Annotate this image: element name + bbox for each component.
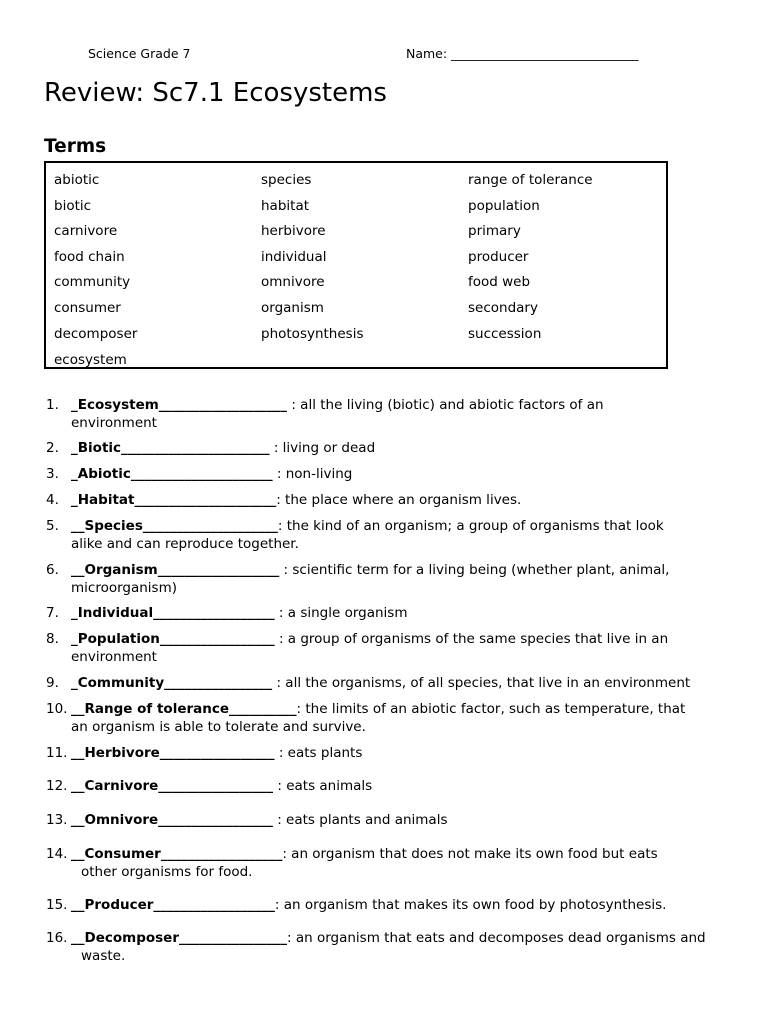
term: biotic xyxy=(54,198,92,214)
list-item xyxy=(46,674,736,692)
item-definition: : scientific term for a living being (whether plant, animal, xyxy=(279,562,670,578)
list-item xyxy=(46,439,736,457)
course-label: Science Grade 7 xyxy=(88,46,191,61)
term: species xyxy=(261,172,312,188)
item-number: 4. xyxy=(46,492,59,508)
item-definition-cont: microorganism) xyxy=(71,580,178,596)
item-definition: : eats animals xyxy=(273,778,373,794)
item-answer: __Organism__________________ xyxy=(71,562,280,578)
item-answer: __Producer__________________ xyxy=(71,897,275,913)
item-definition: : non-living xyxy=(272,466,353,482)
item-number: 8. xyxy=(46,631,59,647)
item-definition-cont: environment xyxy=(71,415,157,431)
term: community xyxy=(54,274,131,290)
item-number: 10. xyxy=(46,701,68,717)
list-item xyxy=(46,845,736,881)
item-number: 2. xyxy=(46,440,59,456)
list-item xyxy=(46,396,736,432)
term: herbivore xyxy=(261,223,326,239)
term: food web xyxy=(468,274,531,290)
page-title: Review: Sc7.1 Ecosystems xyxy=(44,78,387,108)
terms-heading: Terms xyxy=(44,136,107,157)
item-number: 5. xyxy=(46,518,59,534)
item-answer: _Population_________________ xyxy=(71,631,275,647)
item-number: 15. xyxy=(46,897,68,913)
item-number: 9. xyxy=(46,675,59,691)
item-answer: _Community________________ xyxy=(71,675,273,691)
term: ecosystem xyxy=(54,352,127,368)
term: carnivore xyxy=(54,223,118,239)
item-number: 1. xyxy=(46,397,59,413)
list-item xyxy=(46,700,736,736)
item-definition-cont: alike and can reproduce together. xyxy=(71,536,299,552)
term: organism xyxy=(261,300,324,316)
term: range of tolerance xyxy=(468,172,593,188)
list-item xyxy=(46,604,736,622)
item-number: 3. xyxy=(46,466,59,482)
item-definition: : the limits of an abiotic factor, such as temperature, that xyxy=(296,701,686,717)
terms-box xyxy=(44,161,668,369)
item-answer: __Omnivore_________________ xyxy=(71,812,273,828)
list-item xyxy=(46,630,736,666)
item-definition: : the kind of an organism; a group of organisms that look xyxy=(277,518,664,534)
item-number: 16. xyxy=(46,930,68,946)
list-item xyxy=(46,811,736,829)
item-answer: __Species____________________ xyxy=(71,518,278,534)
item-number: 11. xyxy=(46,745,68,761)
term: population xyxy=(468,198,540,214)
term: producer xyxy=(468,249,529,265)
list-item xyxy=(46,491,736,509)
item-number: 13. xyxy=(46,812,68,828)
item-answer: __Decomposer________________ xyxy=(71,930,287,946)
list-item xyxy=(46,465,736,483)
item-definition-cont: environment xyxy=(71,649,157,665)
term: abiotic xyxy=(54,172,100,188)
item-answer: _Individual__________________ xyxy=(71,605,275,621)
list-item xyxy=(46,517,736,553)
item-number: 12. xyxy=(46,778,68,794)
term: omnivore xyxy=(261,274,325,290)
item-definition: : a group of organisms of the same species that live in an xyxy=(274,631,669,647)
item-answer: __Carnivore_________________ xyxy=(71,778,274,794)
list-item xyxy=(46,896,736,914)
item-number: 6. xyxy=(46,562,59,578)
term: habitat xyxy=(261,198,310,214)
item-definition: : all the living (biotic) and abiotic factors of an xyxy=(287,397,604,413)
item-answer: __Consumer__________________ xyxy=(71,846,283,862)
list-item xyxy=(46,561,736,597)
term: succession xyxy=(468,326,542,342)
term: photosynthesis xyxy=(261,326,364,342)
term: food chain xyxy=(54,249,125,265)
item-definition: : eats plants and animals xyxy=(272,812,448,828)
item-number: 7. xyxy=(46,605,59,621)
item-definition-cont: an organism is able to tolerate and survive. xyxy=(71,719,366,735)
item-answer: _Habitat_____________________ xyxy=(71,492,277,508)
item-definition: : an organism that makes its own food by photosynthesis. xyxy=(274,897,667,913)
item-answer: _Abiotic_____________________ xyxy=(71,466,273,482)
list-item xyxy=(46,744,736,762)
item-definition: : eats plants xyxy=(274,745,363,761)
list-item xyxy=(46,929,736,965)
item-definition: : all the organisms, of all species, that live in an environment xyxy=(272,675,691,691)
item-answer: __Herbivore_________________ xyxy=(71,745,275,761)
name-field-label: Name: ______________________________ xyxy=(406,46,639,61)
list-item xyxy=(46,777,736,795)
item-definition: : an organism that eats and decomposes dead organisms and xyxy=(287,930,706,946)
item-answer: _Biotic______________________ xyxy=(71,440,270,456)
term: individual xyxy=(261,249,327,265)
item-definition: : living or dead xyxy=(269,440,376,456)
item-answer: _Ecosystem___________________ xyxy=(71,397,288,413)
item-definition-cont: waste. xyxy=(81,948,126,964)
item-definition-cont: other organisms for food. xyxy=(81,864,253,880)
item-number: 14. xyxy=(46,846,68,862)
term: decomposer xyxy=(54,326,138,342)
item-definition: : the place where an organism lives. xyxy=(276,492,522,508)
item-definition: : an organism that does not make its own food but eats xyxy=(282,846,658,862)
term: consumer xyxy=(54,300,121,316)
item-definition: : a single organism xyxy=(274,605,408,621)
term: primary xyxy=(468,223,521,239)
item-answer: __Range of tolerance__________ xyxy=(71,701,297,717)
term: secondary xyxy=(468,300,538,316)
